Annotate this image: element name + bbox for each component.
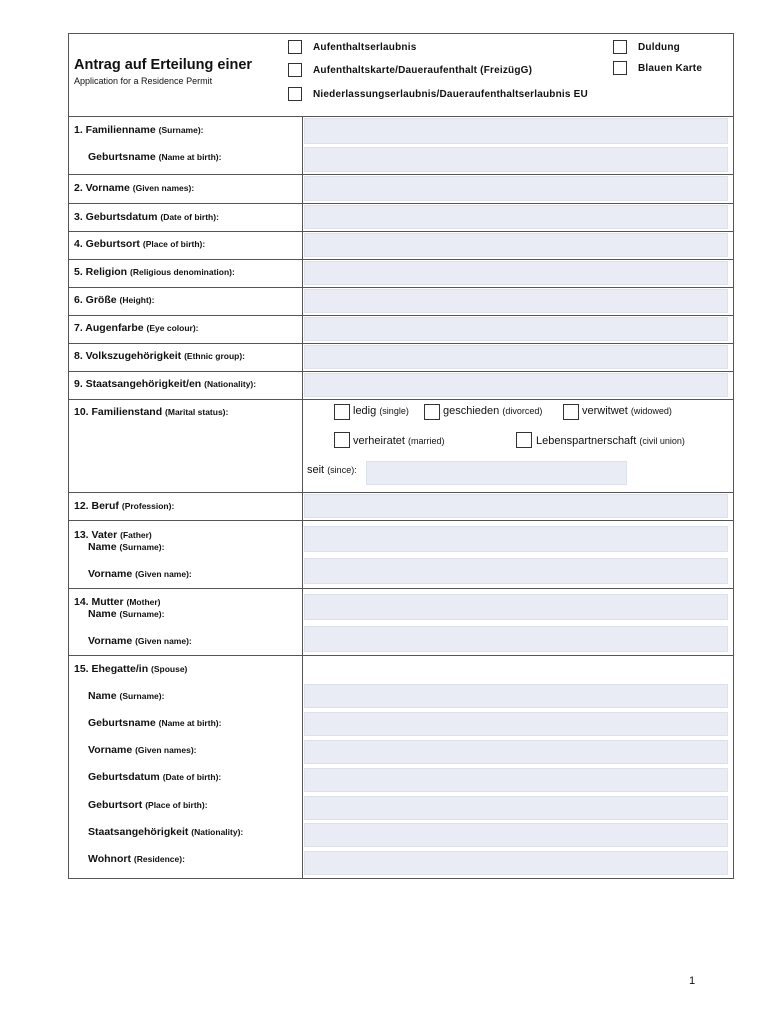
- label-en: (Given names):: [132, 183, 195, 193]
- label-de: Name: [88, 690, 117, 702]
- label-mutter-vorname: [88, 635, 192, 647]
- label-de: 8. Volkszugehörigkeit: [74, 350, 182, 362]
- label-en: (Surname):: [119, 609, 165, 619]
- label-en: (Spouse): [151, 664, 188, 674]
- row-divider: [68, 492, 734, 493]
- input-geburtsname[interactable]: [304, 147, 728, 172]
- label-en: (Height):: [119, 295, 155, 305]
- input-ehegatte-wohnort[interactable]: [304, 851, 728, 875]
- checkbox-aufenthaltskarte[interactable]: [288, 63, 302, 77]
- label-ehegatte-vorname: [88, 744, 196, 756]
- label-mutter: [74, 596, 161, 608]
- input-vater-name[interactable]: [304, 526, 728, 552]
- option-en: (married): [408, 436, 445, 446]
- input-ehegatte-geburtsort[interactable]: [304, 796, 728, 820]
- label-ehegatte-geburtsdatum: [88, 771, 221, 783]
- label-geburtsort: [74, 238, 205, 250]
- row-divider: [68, 315, 734, 316]
- row-divider: [68, 116, 734, 117]
- label-en: (Surname):: [158, 125, 204, 135]
- option-en: (divorced): [502, 406, 543, 416]
- label-de: 5. Religion: [74, 266, 128, 278]
- label-ehegatte-name: [88, 690, 164, 702]
- label-de: 1. Familienname: [74, 124, 156, 136]
- input-geburtsort[interactable]: [304, 233, 728, 257]
- label-vater: [74, 529, 152, 541]
- label-vater-vorname: [88, 568, 192, 580]
- label-en: (Surname):: [119, 691, 165, 701]
- label-de: Geburtsdatum: [88, 771, 160, 783]
- option-de: verwitwet: [582, 405, 628, 417]
- label-en: (Nationality):: [204, 379, 257, 389]
- form-title: Antrag auf Erteilung einer: [74, 57, 253, 73]
- row-divider: [68, 371, 734, 372]
- input-geburtsdatum[interactable]: [304, 205, 728, 229]
- input-volkszugehoerigkeit[interactable]: [304, 345, 728, 369]
- label-vater-name: [88, 541, 164, 553]
- frame-left: [68, 33, 69, 879]
- label-de: 3. Geburtsdatum: [74, 211, 158, 223]
- label-ehegatte-geburtsname: [88, 717, 221, 729]
- input-mutter-vorname[interactable]: [304, 626, 728, 652]
- input-augenfarbe[interactable]: [304, 317, 728, 341]
- label-ehegatte: [74, 663, 187, 675]
- checkbox-niederlassungserlaubnis[interactable]: [288, 87, 302, 101]
- option-en: (single): [379, 406, 409, 416]
- row-divider: [68, 174, 734, 175]
- label-en: (Eye colour):: [146, 323, 199, 333]
- label-de: Wohnort: [88, 853, 131, 865]
- input-familienname[interactable]: [304, 118, 728, 144]
- label-en: (Mother): [126, 597, 161, 607]
- label-familienname: [74, 124, 204, 136]
- label-en: (Marital status):: [165, 407, 229, 417]
- label-de: Geburtsort: [88, 799, 143, 811]
- label-en: (Date of birth):: [160, 212, 219, 222]
- input-vater-vorname[interactable]: [304, 558, 728, 584]
- label-de: Vorname: [88, 568, 133, 580]
- label-de: 2. Vorname: [74, 182, 130, 194]
- option-de: geschieden: [443, 405, 500, 417]
- input-vorname[interactable]: [304, 176, 728, 201]
- option-verwitwet: [582, 405, 672, 417]
- input-ehegatte-geburtsdatum[interactable]: [304, 768, 728, 792]
- label-de: 14. Mutter: [74, 596, 124, 608]
- checkbox-lebenspartnerschaft[interactable]: [516, 432, 532, 448]
- label-geburtsdatum: [74, 211, 219, 223]
- input-ehegatte-name[interactable]: [304, 684, 728, 708]
- checkbox-aufenthaltserlaubnis[interactable]: [288, 40, 302, 54]
- label-en: (Given names):: [135, 745, 197, 755]
- input-groesse[interactable]: [304, 289, 728, 313]
- label-de: Staatsangehörigkeit: [88, 826, 189, 838]
- label-en: (Given name):: [135, 569, 192, 579]
- frame-right: [733, 33, 734, 879]
- checkbox-blaue-karte[interactable]: [613, 61, 627, 75]
- row-divider: [68, 343, 734, 344]
- label-vorname: [74, 182, 194, 194]
- row-divider: [68, 203, 734, 204]
- row-divider: [68, 231, 734, 232]
- label-de: 10. Familienstand: [74, 406, 163, 418]
- label-en: (Place of birth):: [145, 800, 208, 810]
- input-seit[interactable]: [366, 461, 627, 485]
- checkbox-duldung[interactable]: [613, 40, 627, 54]
- option-de: seit: [307, 464, 325, 476]
- label-augenfarbe: [74, 322, 199, 334]
- option-en: (since):: [327, 465, 357, 475]
- label-staatsangehoerigkeit: [74, 378, 256, 390]
- label-en: (Surname):: [119, 542, 165, 552]
- label-en: (Nationality):: [191, 827, 244, 837]
- option-verheiratet: [353, 435, 445, 447]
- option-en: (widowed): [630, 406, 672, 416]
- label-de: 12. Beruf: [74, 500, 119, 512]
- label-de: 15. Ehegatte/in: [74, 663, 149, 675]
- label-de: 6. Größe: [74, 294, 117, 306]
- row-divider: [68, 655, 734, 656]
- checkbox-verheiratet[interactable]: [334, 432, 350, 448]
- input-ehegatte-geburtsname[interactable]: [304, 712, 728, 736]
- checkbox-geschieden[interactable]: [424, 404, 440, 420]
- row-divider: [68, 588, 734, 589]
- label-en: (Place of birth):: [142, 239, 206, 249]
- label-volkszugehoerigkeit: [74, 350, 245, 362]
- label-familienstand: [74, 406, 228, 418]
- label-en: (Residence):: [133, 854, 185, 864]
- label-mutter-name: [88, 608, 164, 620]
- label-de: Vorname: [88, 744, 133, 756]
- option-de: ledig: [353, 405, 377, 417]
- input-religion[interactable]: [304, 261, 728, 285]
- option-ledig: [353, 405, 409, 417]
- row-divider: [68, 520, 734, 521]
- label-de: Name: [88, 541, 117, 553]
- label-de: Name: [88, 608, 117, 620]
- option-de: Lebenspartnerschaft: [536, 435, 637, 447]
- row-divider: [68, 259, 734, 260]
- label-geburtsname: [88, 151, 221, 163]
- label-de: Geburtsname: [88, 151, 156, 163]
- option-geschieden: [443, 405, 542, 417]
- page-number: 1: [689, 975, 696, 987]
- permit-aufenthaltserlaubnis-label: Aufenthaltserlaubnis: [313, 42, 417, 53]
- label-ehegatte-staatsangehoerigkeit: [88, 826, 243, 838]
- option-de: verheiratet: [353, 435, 405, 447]
- label-de: Geburtsname: [88, 717, 156, 729]
- label-de: 7. Augenfarbe: [74, 322, 144, 334]
- label-en: (Date of birth):: [162, 772, 222, 782]
- option-en: (civil union): [639, 436, 685, 446]
- permit-blaue-karte-label: Blauen Karte: [638, 63, 703, 74]
- label-en: (Ethnic group):: [184, 351, 245, 361]
- label-de: Vorname: [88, 635, 133, 647]
- label-religion: [74, 266, 235, 278]
- label-de: 4. Geburtsort: [74, 238, 140, 250]
- label-beruf: [74, 500, 174, 512]
- label-ehegatte-wohnort: [88, 853, 185, 865]
- label-en: (Given name):: [135, 636, 192, 646]
- frame-top: [68, 33, 734, 34]
- input-ehegatte-vorname[interactable]: [304, 740, 728, 764]
- checkbox-ledig[interactable]: [334, 404, 350, 420]
- label-groesse: [74, 294, 154, 306]
- label-seit: [307, 464, 357, 476]
- input-beruf[interactable]: [304, 494, 728, 518]
- row-divider: [68, 399, 734, 400]
- row-divider: [68, 287, 734, 288]
- label-ehegatte-geburtsort: [88, 799, 208, 811]
- input-staatsangehoerigkeit[interactable]: [304, 373, 728, 397]
- label-de: 13. Vater: [74, 529, 118, 541]
- permit-duldung-label: Duldung: [638, 42, 680, 53]
- permit-aufenthaltskarte-label: Aufenthaltskarte/Daueraufenthalt (FreizügG): [313, 65, 533, 76]
- label-en: (Profession):: [121, 501, 175, 511]
- checkbox-verwitwet[interactable]: [563, 404, 579, 420]
- input-ehegatte-staatsangehoerigkeit[interactable]: [304, 823, 728, 847]
- label-en: (Name at birth):: [158, 152, 222, 162]
- input-mutter-name[interactable]: [304, 594, 728, 620]
- frame-bottom: [68, 878, 734, 879]
- option-lebenspartnerschaft: [536, 435, 685, 447]
- label-en: (Religious denomination):: [130, 267, 235, 277]
- form-subtitle: Application for a Residence Permit: [74, 76, 213, 86]
- permit-niederlassungserlaubnis-label: Niederlassungserlaubnis/Daueraufenthaltserlaubnis EU: [313, 89, 588, 100]
- label-en: (Father): [120, 530, 152, 540]
- label-en: (Name at birth):: [158, 718, 222, 728]
- label-de: 9. Staatsangehörigkeit/en: [74, 378, 202, 390]
